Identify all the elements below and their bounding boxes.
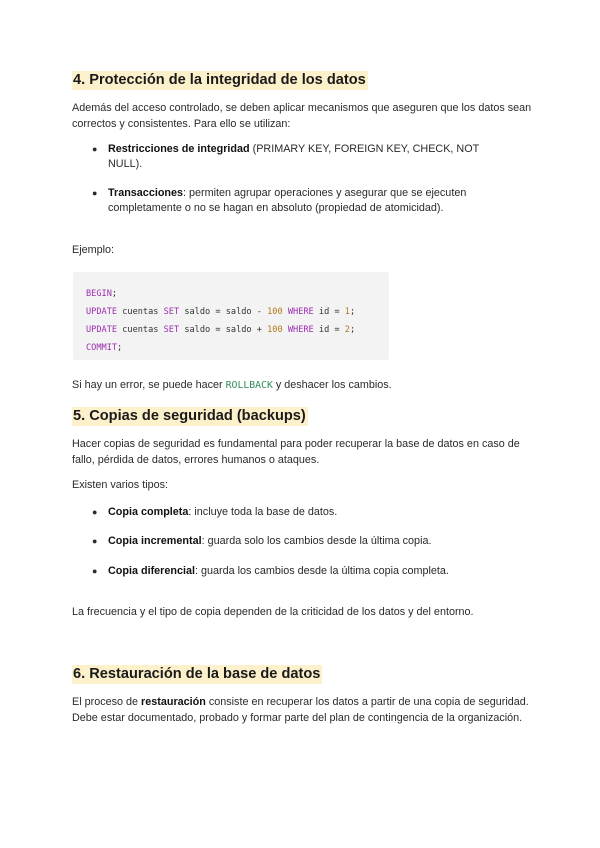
list-item-bold: Restricciones de integridad bbox=[108, 143, 250, 155]
code-text: ; bbox=[111, 289, 118, 299]
list-item-bold: Transacciones bbox=[108, 187, 184, 199]
section-4-heading: 4. Protección de la integridad de los datos bbox=[73, 72, 366, 88]
list-item bbox=[92, 186, 512, 216]
section-4-intro: Además del acceso controlado, se deben aplicar mecanismos que aseguren que los datos sean correctos y consistentes. Para ello se utilizan: bbox=[72, 102, 532, 130]
list-item bbox=[92, 534, 512, 549]
list-item-bold: Copia completa bbox=[108, 506, 189, 518]
code-block bbox=[73, 272, 389, 360]
code-number: 100 bbox=[267, 325, 283, 335]
code-number: 2 bbox=[344, 325, 350, 335]
code-keyword: WHERE bbox=[287, 325, 314, 335]
code-keyword: SET bbox=[163, 325, 180, 335]
list-item-text bbox=[108, 505, 512, 520]
code-text: ; bbox=[349, 325, 356, 335]
code-line bbox=[86, 342, 122, 354]
rollback-inline-code: ROLLBACK bbox=[225, 380, 273, 391]
section-6-text-post: consiste en recuperar los datos a partir de una copia de seguridad. Debe estar documentado, probado y formar parte del plan de contingencia de la organización. bbox=[72, 696, 529, 724]
list-item-rest: : permiten agrupar operaciones y asegurar que se ejecuten completamente o no se hagan en absoluto (propiedad de atomicidad). bbox=[108, 187, 467, 214]
section-6-heading: 6. Restauración de la base de datos bbox=[73, 666, 321, 682]
section-5-closing: La frecuencia y el tipo de copia dependen de la criticidad de los datos y del entorno. bbox=[72, 606, 474, 618]
list-item-bold: Copia incremental bbox=[108, 535, 202, 547]
rollback-text-post: y deshacer los cambios. bbox=[272, 379, 392, 391]
code-line bbox=[86, 288, 117, 300]
bullet-icon: ● bbox=[92, 188, 98, 198]
code-text: ; bbox=[349, 307, 356, 317]
code-text: id = bbox=[313, 325, 345, 335]
code-keyword: SET bbox=[163, 307, 180, 317]
rollback-text-pre: Si hay un error, se puede hacer bbox=[72, 379, 226, 391]
list-item-text bbox=[108, 142, 512, 172]
rollback-note bbox=[72, 377, 532, 394]
code-line bbox=[86, 306, 355, 318]
code-number: 100 bbox=[267, 307, 283, 317]
section-6-text-pre: El proceso de bbox=[72, 696, 142, 708]
list-item bbox=[92, 505, 512, 520]
bullet-icon: ● bbox=[92, 566, 98, 576]
code-line bbox=[86, 324, 355, 336]
list-item-rest: : incluye toda la base de datos. bbox=[188, 506, 338, 518]
bullet-icon: ● bbox=[92, 507, 98, 517]
bullet-icon: ● bbox=[92, 144, 98, 154]
section-6-text bbox=[72, 694, 532, 726]
code-keyword: BEGIN bbox=[86, 289, 112, 299]
example-label: Ejemplo: bbox=[72, 244, 115, 256]
code-text: saldo = saldo - bbox=[179, 307, 268, 317]
list-item-rest: : guarda solo los cambios desde la última copia. bbox=[201, 535, 432, 547]
code-keyword: COMMIT bbox=[86, 343, 118, 353]
list-item-rest: : guarda los cambios desde la última copia completa. bbox=[195, 565, 449, 577]
code-text: saldo = saldo + bbox=[179, 325, 268, 335]
list-item-text bbox=[108, 186, 512, 216]
bullet-icon: ● bbox=[92, 536, 98, 546]
code-keyword: UPDATE bbox=[86, 307, 118, 317]
list-item-bold: Copia diferencial bbox=[108, 565, 195, 577]
code-text: cuentas bbox=[117, 325, 164, 335]
code-text: ; bbox=[117, 343, 123, 353]
list-item-text bbox=[108, 564, 512, 579]
list-item-text bbox=[108, 534, 512, 549]
section-5-heading: 5. Copias de seguridad (backups) bbox=[73, 408, 306, 424]
list-item-rest: (PRIMARY KEY, FOREIGN KEY, CHECK, NOT NULL). bbox=[108, 143, 480, 170]
code-text: id = bbox=[313, 307, 345, 317]
code-keyword: WHERE bbox=[287, 307, 314, 317]
section-5-intro: Hacer copias de seguridad es fundamental para poder recuperar la base de datos en caso de fallo, pérdida de datos, errores humanos o ataques. bbox=[72, 438, 520, 466]
types-label: Existen varios tipos: bbox=[72, 479, 169, 491]
list-item bbox=[92, 142, 512, 172]
code-text: cuentas bbox=[117, 307, 164, 317]
code-number: 1 bbox=[344, 307, 350, 317]
code-keyword: UPDATE bbox=[86, 325, 118, 335]
list-item bbox=[92, 564, 512, 579]
section-6-text-bold: restauración bbox=[141, 696, 206, 708]
